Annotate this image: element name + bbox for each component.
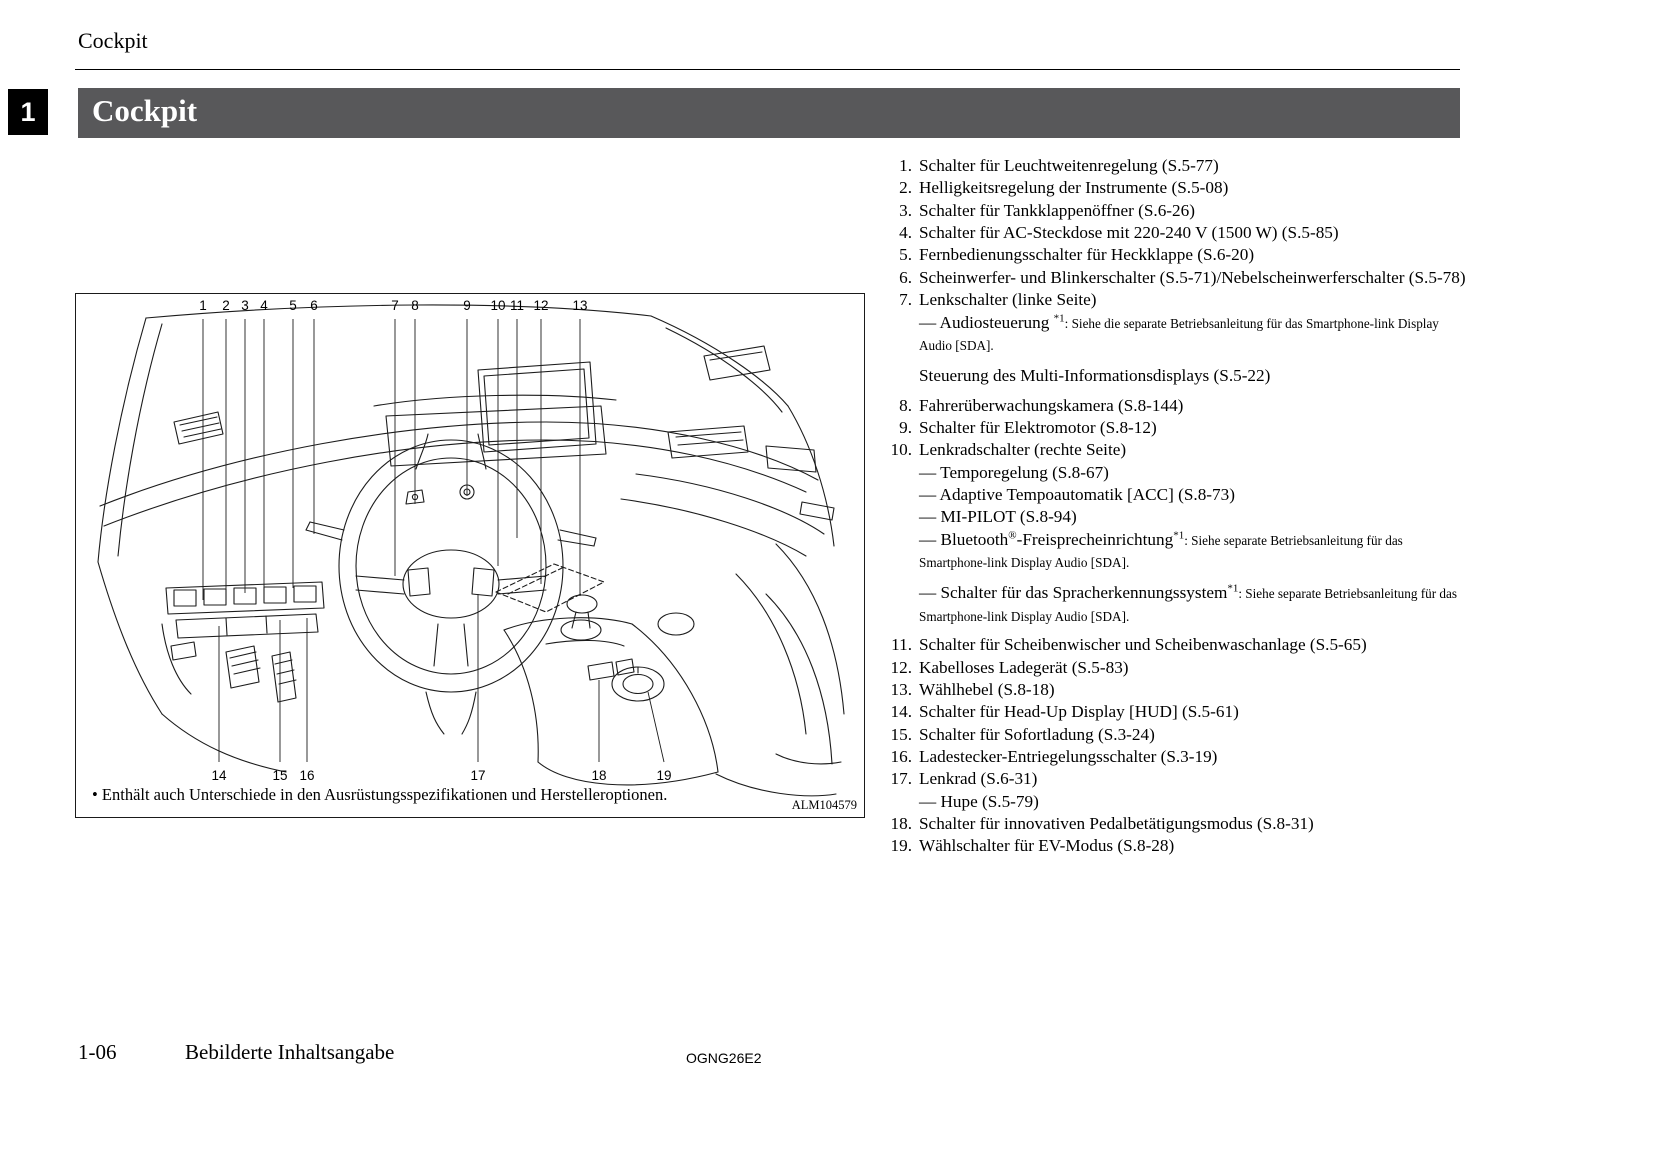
list-item-text: Fahrerüberwachungskamera (S.8-144) <box>919 395 1184 415</box>
running-header-text: Cockpit <box>78 28 148 53</box>
dash-glyph: — <box>919 507 937 527</box>
callout-number: 17 <box>470 768 486 783</box>
list-item-text: Schalter für Head-Up Display [HUD] (S.5-61) <box>919 702 1239 722</box>
callout-number: 18 <box>591 768 607 783</box>
list-item <box>874 289 1466 394</box>
section-title-banner <box>78 88 1460 138</box>
list-subitem: — Audiosteuerung $^{*1}$: Siehe die separate Betriebsanleitung für das Smartphone-link Display Audio [SDA]. <box>919 311 1439 353</box>
callout-number: 10 <box>490 298 506 313</box>
doc-code: OGNG26E2 <box>686 1050 762 1066</box>
list-item <box>874 155 1466 177</box>
list-item-number: 6. <box>899 267 912 287</box>
list-item-number: 5. <box>899 245 912 265</box>
callout-number: 3 <box>241 298 249 313</box>
list-item <box>874 701 1466 723</box>
list-item-text: Helligkeitsregelung der Instrumente (S.5-08) <box>919 178 1229 198</box>
list-subitem: — Bluetooth®-Freisprecheinrichtung$^{*1}$: Siehe separate Betriebsanleitung für das Smartphone-link Display Audio [SDA]. <box>919 529 1403 571</box>
list-item-text: Schalter für Scheibenwischer und Scheibenwaschanlage (S.5-65) <box>919 635 1367 655</box>
figure-caption: • Enthält auch Unterschiede in den Ausrüstungsspezifikationen und Herstelleroptionen. <box>92 785 668 804</box>
running-header <box>78 28 148 54</box>
list-subitem: Steuerung des Multi-Informationsdisplays (S.5-22) <box>919 366 1271 386</box>
dash-glyph: — <box>919 312 937 332</box>
list-item <box>874 768 1466 813</box>
list-subitem: — MI-PILOT (S.8-94) <box>919 507 1077 527</box>
dash-glyph: — <box>919 791 937 811</box>
list-item-number: 9. <box>899 417 912 437</box>
callout-number: 5 <box>289 298 297 313</box>
dash-glyph: — <box>919 583 937 603</box>
list-item-number: 14. <box>890 702 912 722</box>
list-item <box>874 813 1466 835</box>
list-item <box>874 679 1466 701</box>
list-item-number: 15. <box>890 724 912 744</box>
list-item-text: Schalter für Elektromotor (S.8-12) <box>919 417 1157 437</box>
list-item <box>874 222 1466 244</box>
list-item-number: 8. <box>899 395 912 415</box>
list-subitem: — Schalter für das Spracherkennungssystem$^{*1}$: Siehe separate Betriebsanleitung für das Smartphone-link Display Audio [SDA]. <box>919 582 1457 624</box>
dash-glyph: — <box>919 529 937 549</box>
list-item-text: Schalter für Tankklappenöffner (S.6-26) <box>919 200 1195 220</box>
list-item <box>874 395 1466 417</box>
callout-number: 14 <box>211 768 227 783</box>
list-item <box>874 634 1466 656</box>
callout-number: 12 <box>533 298 549 313</box>
list-item-text: Schalter für AC-Steckdose mit 220-240 V (1500 W) (S.5-85) <box>919 223 1339 243</box>
list-item <box>874 200 1466 222</box>
list-item <box>874 417 1466 439</box>
list-item-text: Schalter für Leuchtweitenregelung (S.5-77) <box>919 156 1219 175</box>
list-item-text: Ladestecker-Entriegelungsschalter (S.3-19) <box>919 746 1218 766</box>
list-item <box>874 439 1466 634</box>
callout-number: 2 <box>222 298 230 313</box>
callout-number: 19 <box>656 768 672 783</box>
callout-number: 7 <box>391 298 399 313</box>
figure-box <box>75 293 865 818</box>
list-item-number: 13. <box>890 679 912 699</box>
list-item-text: Wählschalter für EV-Modus (S.8-28) <box>919 836 1175 856</box>
list-item-number: 10. <box>890 440 912 460</box>
list-item-number: 2. <box>899 178 912 198</box>
list-item-number: 17. <box>890 769 912 789</box>
dash-glyph: — <box>919 462 937 482</box>
list-item-number: 16. <box>890 746 912 766</box>
list-item-text: Scheinwerfer- und Blinkerschalter (S.5-71)/Nebelscheinwerferschalter (S.5-78) <box>919 267 1466 287</box>
list-item-text: Lenkschalter (linke Seite) <box>919 290 1097 310</box>
list-item-text: Schalter für Sofortladung (S.3-24) <box>919 724 1155 744</box>
list-subitem: — Hupe (S.5-79) <box>919 791 1039 811</box>
list-item-text: Kabelloses Ladegerät (S.5-83) <box>919 657 1129 677</box>
callout-number: 13 <box>572 298 588 313</box>
dashboard-line-art <box>76 294 866 819</box>
callout-number: 11 <box>509 298 525 313</box>
callout-number: 4 <box>260 298 268 313</box>
callout-number: 1 <box>199 298 207 313</box>
list-item <box>874 177 1466 199</box>
list-subitem: — Adaptive Tempoautomatik [ACC] (S.8-73) <box>919 485 1235 505</box>
component-list <box>874 155 1466 858</box>
list-item-number: 18. <box>890 814 912 834</box>
footer-title: Bebilderte Inhaltsangabe <box>185 1040 395 1064</box>
list-item-text: Lenkrad (S.6-31) <box>919 769 1038 789</box>
list-item-text: Fernbedienungsschalter für Heckklappe (S.6-20) <box>919 245 1255 265</box>
callout-numbers <box>199 298 671 783</box>
callout-number: 15 <box>272 768 288 783</box>
list-item-text: Schalter für innovativen Pedalbetätigungsmodus (S.8-31) <box>919 814 1314 834</box>
list-item <box>874 746 1466 768</box>
dash-glyph: — <box>919 485 937 505</box>
page-number: 1-06 <box>78 1040 117 1064</box>
list-item-text: Wählhebel (S.8-18) <box>919 679 1055 699</box>
list-item <box>874 244 1466 266</box>
list-item-number: 7. <box>899 290 912 310</box>
list-item-number: 1. <box>899 156 912 175</box>
header-rule <box>75 69 1460 70</box>
list-item <box>874 267 1466 289</box>
callout-number: 8 <box>411 298 419 313</box>
list-item-text: Lenkradschalter (rechte Seite) <box>919 440 1127 460</box>
callout-number: 16 <box>299 768 315 783</box>
callout-number: 9 <box>463 298 471 313</box>
list-item <box>874 724 1466 746</box>
list-item-number: 3. <box>899 200 912 220</box>
list-item-number: 11. <box>891 635 912 655</box>
figure-code: ALM104579 <box>791 798 857 812</box>
list-item <box>874 657 1466 679</box>
list-subitem: — Temporegelung (S.8-67) <box>919 462 1109 482</box>
list-item-number: 19. <box>890 836 912 856</box>
chapter-number-tab: 1 <box>8 89 48 135</box>
list-item-number: 12. <box>890 657 912 677</box>
list-item <box>874 835 1466 857</box>
callout-number: 6 <box>310 298 318 313</box>
list-item-number: 4. <box>899 223 912 243</box>
section-title: Cockpit <box>92 93 198 128</box>
